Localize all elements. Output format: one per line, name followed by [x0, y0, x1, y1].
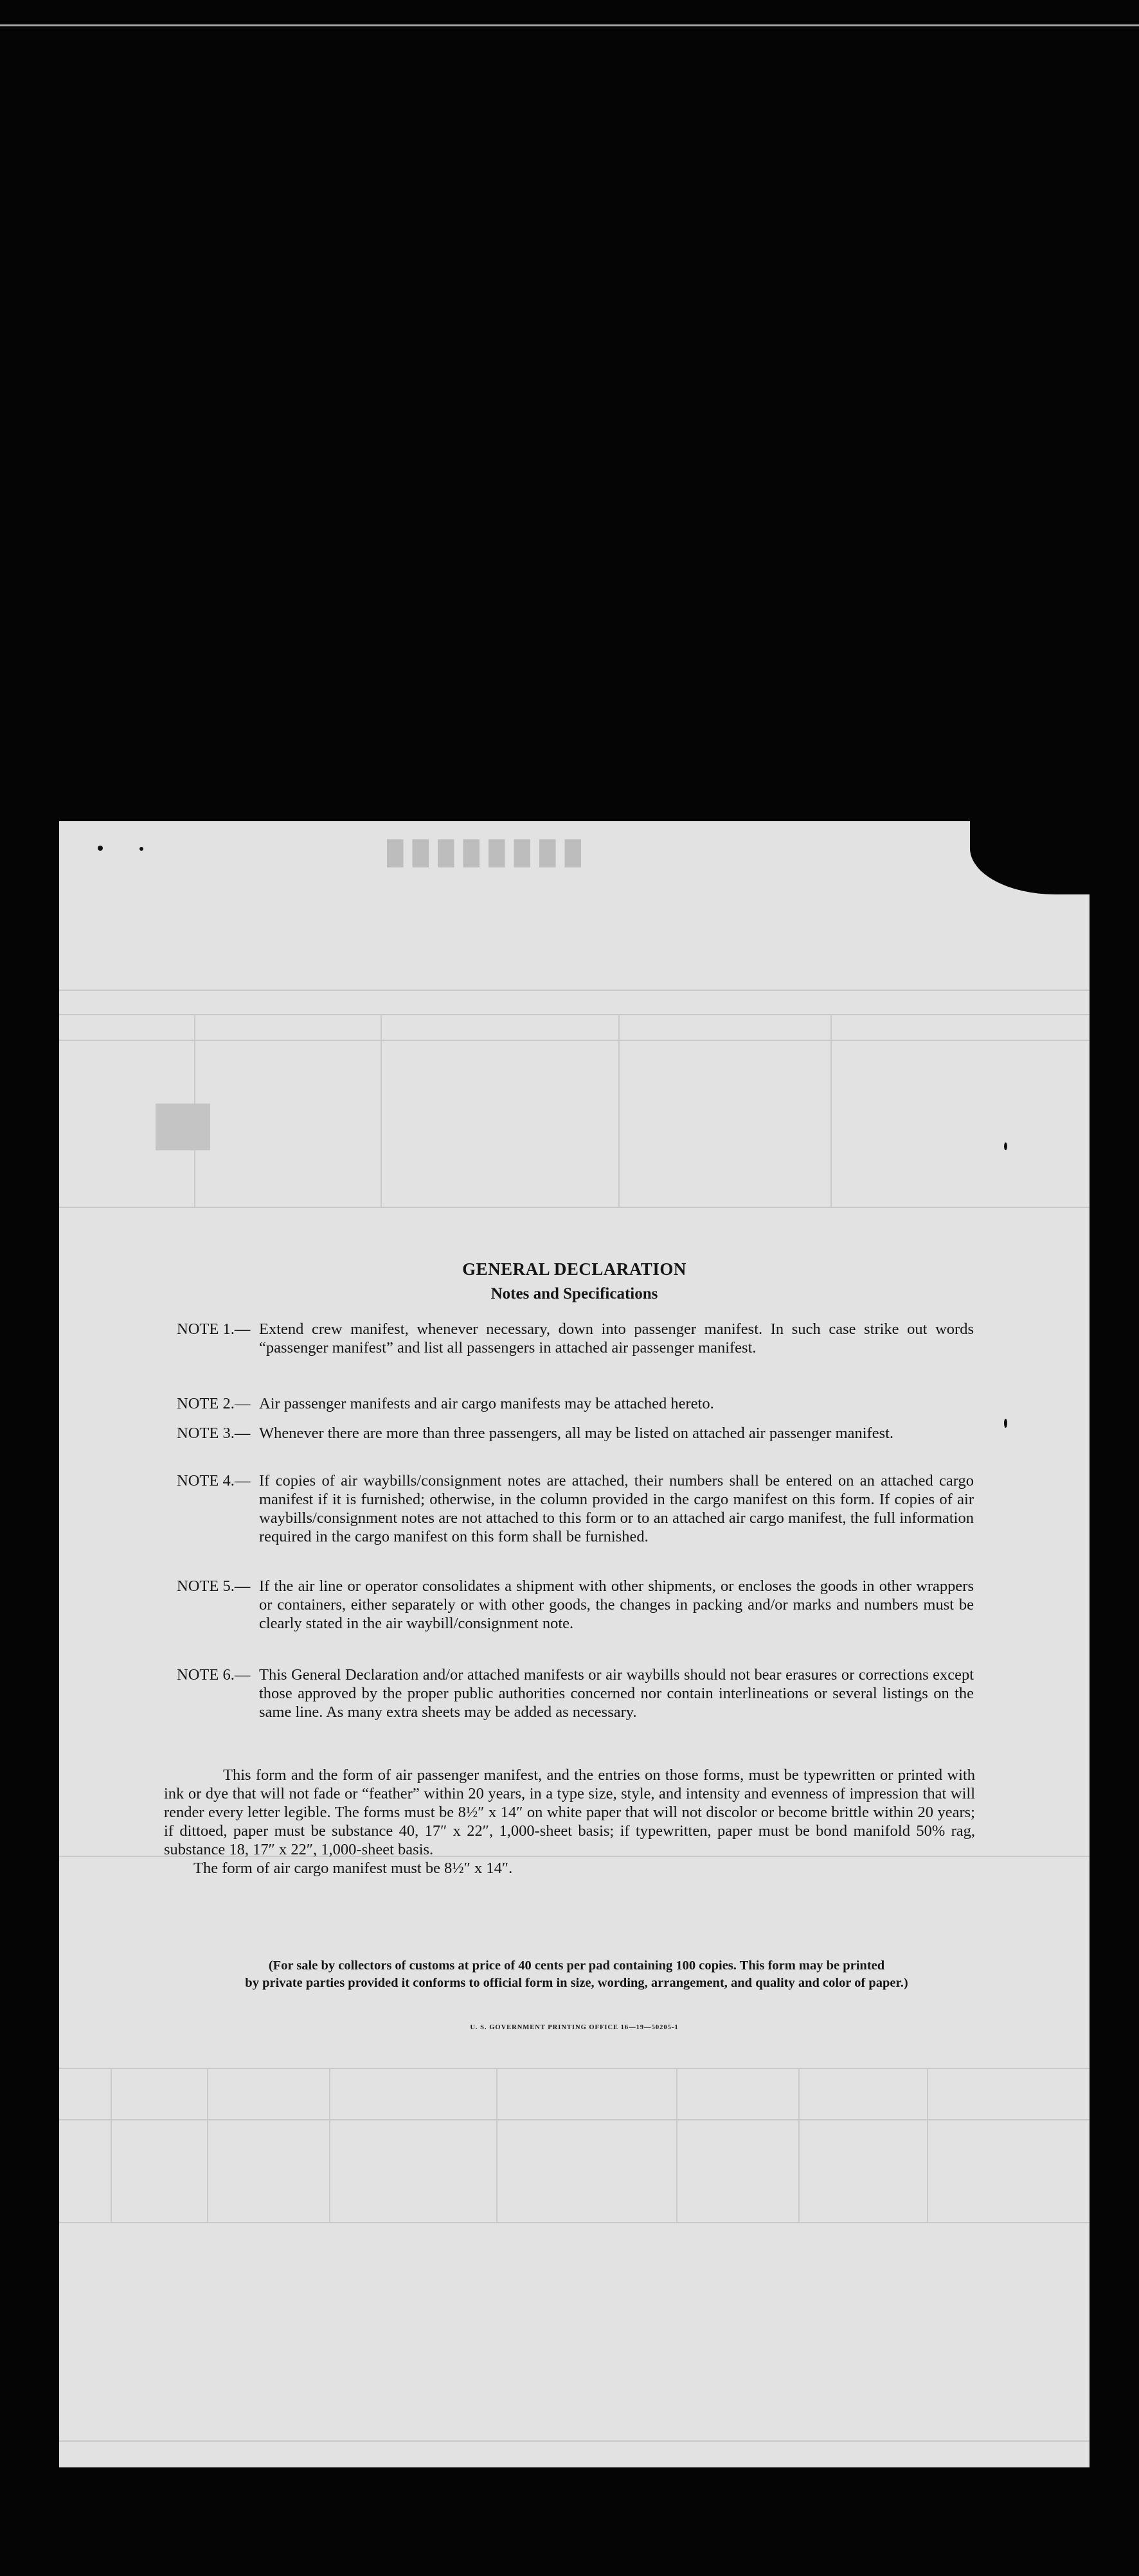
- form-specification-paragraph: [164, 1766, 975, 1878]
- note-6: [177, 1666, 974, 1721]
- note-label: NOTE 6.—: [177, 1666, 251, 1683]
- specification-text: This form and the form of air passenger manifest, and the entries on those forms, must be typewritten or printed with ink or dye that will not fade or “feather” within 20 years, in a type size, style, and intensity and evenness of impression that will render every letter legible. The forms must be 8½″ x 14″ on white paper that will not discolor or become brittle within 20 years; if dittoed, paper must be substance 40, 17″ x 22″, 1,000-sheet basis; if typewritten, paper must be bond manifold 50% rag, substance 18, 17″ x 22″, 1,000-sheet basis.: [164, 1766, 975, 1858]
- sale-notice: [168, 1957, 985, 1992]
- note-text: This General Declaration and/or attached manifests or air waybills should not bear erasures or corrections except those approved by the proper public authorities concerned nor contain interlineations or several listings on the same line. As many extra sheets may be added as necessary.: [259, 1666, 974, 1721]
- note-1: [177, 1320, 974, 1357]
- note-3: [177, 1424, 974, 1443]
- printing-office-imprint: U. S. GOVERNMENT PRINTING OFFICE 16—19—50205-1: [470, 2024, 679, 2031]
- show-through-mark: ██: [156, 1105, 211, 1147]
- note-text: If the air line or operator consolidates a shipment with other shipments, or encloses the goods in other wrappers or containers, either separately or with other goods, the changes in packing and/or marks and numbers must be clearly stated in the air waybill/consignment note.: [259, 1577, 974, 1632]
- note-4: [177, 1471, 974, 1546]
- sale-notice-line-2: by private parties provided it conforms to official form in size, wording, arrangement, and quality and color of paper.): [245, 1976, 908, 1990]
- note-text: If copies of air waybills/consignment notes are attached, their numbers shall be entered on an attached cargo manifest if it is furnished; otherwise, in the column provided in the cargo manifest on this form. If copies of air waybills/consignment notes are not attached to this form or to an attached air cargo manifest, the full information required in the cargo manifest on this form shall be furnished.: [259, 1472, 974, 1545]
- document-page: [59, 821, 1090, 2467]
- note-label: NOTE 4.—: [177, 1472, 251, 1489]
- cargo-manifest-size: The form of air cargo manifest must be 8½″ x 14″.: [193, 1860, 513, 1877]
- note-text: Extend crew manifest, whenever necessary, down into passenger manifest. In such case strike out words “passenger manifest” and list all passengers in attached air passenger manifest.: [259, 1320, 974, 1356]
- note-label: NOTE 5.—: [177, 1577, 251, 1595]
- scan-top-line: [0, 24, 1139, 26]
- note-label: NOTE 1.—: [177, 1320, 251, 1338]
- page-subtitle: Notes and Specifications: [490, 1285, 658, 1302]
- show-through-title: ████████: [387, 840, 591, 866]
- note-5: [177, 1577, 974, 1633]
- note-label: NOTE 3.—: [177, 1425, 251, 1442]
- note-text: Whenever there are more than three passengers, all may be listed on attached air passenger manifest.: [259, 1425, 894, 1442]
- page-title: GENERAL DECLARATION: [462, 1259, 686, 1279]
- note-text: Air passenger manifests and air cargo manifests may be attached hereto.: [259, 1395, 714, 1412]
- note-2: [177, 1394, 974, 1413]
- sale-notice-line-1: (For sale by collectors of customs at price of 40 cents per pad containing 100 copies. This form may be printed: [268, 1959, 885, 1973]
- note-label: NOTE 2.—: [177, 1395, 251, 1412]
